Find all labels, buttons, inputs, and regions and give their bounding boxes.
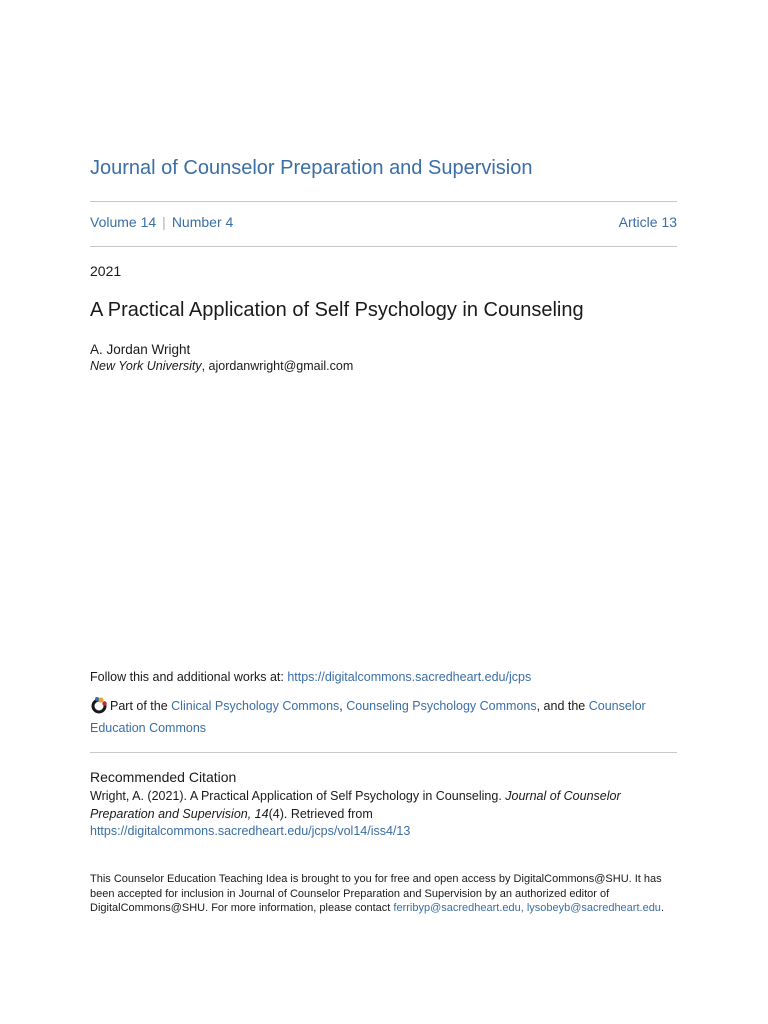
- counseling-psychology-link[interactable]: Counseling Psychology Commons: [346, 699, 537, 713]
- follow-link[interactable]: https://digitalcommons.sacredheart.edu/jcps: [287, 670, 532, 684]
- clinical-psychology-link[interactable]: Clinical Psychology Commons: [171, 699, 340, 713]
- journal-title-link[interactable]: Journal of Counselor Preparation and Supervision: [90, 157, 533, 179]
- affiliation-name: New York University: [90, 359, 202, 373]
- paper-title: A Practical Application of Self Psychology in Counseling: [90, 299, 584, 321]
- author-name: A. Jordan Wright: [90, 342, 191, 357]
- network-icon: [90, 696, 108, 714]
- number-link[interactable]: Number 4: [171, 214, 234, 230]
- part-of-prefix: Part of the: [110, 699, 172, 713]
- part-of-sep-2: , and the: [536, 699, 589, 713]
- part-of-sep-1: ,: [339, 699, 347, 713]
- access-notice: [90, 872, 670, 916]
- follow-line: [90, 670, 531, 684]
- author-email: , ajordanwright@gmail.com: [201, 359, 354, 373]
- part-of-line: [90, 695, 680, 739]
- follow-prefix: Follow this and additional works at:: [90, 670, 288, 684]
- citation-journal: Journal of Counselor Preparation and Supervision, 14: [90, 789, 621, 821]
- citation-text-1: Wright, A. (2021). A Practical Application of Self Psychology in Counseling.: [90, 789, 506, 803]
- author-affiliation: [90, 359, 353, 373]
- divider: [90, 201, 677, 202]
- recommended-citation-heading: Recommended Citation: [90, 769, 237, 785]
- divider: [90, 752, 677, 753]
- counselor-education-link[interactable]: Counselor Education Commons: [90, 699, 646, 735]
- issue-row: [90, 214, 677, 230]
- notice-text: This Counselor Education Teaching Idea is brought to you for free and open access by DigitalCommons@SHU. It has been accepted for inclusion in Journal of Counselor Preparation and Supervision by an authorized editor of DigitalCommons@SHU. For more information, please contact: [90, 873, 662, 914]
- contact-email-link[interactable]: ferribyp@sacredheart.edu, lysobeyb@sacredheart.edu: [393, 902, 661, 914]
- citation-text: [90, 788, 680, 841]
- citation-text-2: (4). Retrieved from: [268, 806, 373, 821]
- issue-separator: |: [162, 214, 166, 230]
- publication-year: 2021: [90, 263, 122, 279]
- notice-end: .: [660, 902, 664, 914]
- article-link[interactable]: Article 13: [618, 214, 677, 230]
- divider: [90, 246, 677, 247]
- citation-link[interactable]: https://digitalcommons.sacredheart.edu/jcps/vol14/iss4/13: [90, 824, 411, 838]
- volume-link[interactable]: Volume 14: [90, 214, 157, 230]
